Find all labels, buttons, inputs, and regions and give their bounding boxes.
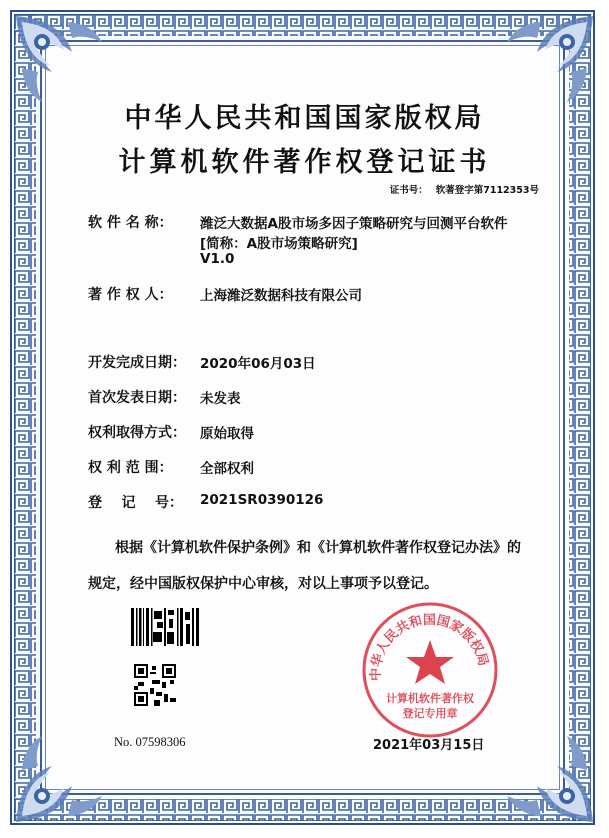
issuing-authority-title: 中华人民共和国国家版权局 [124, 103, 485, 134]
rights-scope-label: 权 利 范 围： [88, 460, 173, 476]
certificate-number-label: 证书号： [389, 185, 428, 196]
corner-ornament-icon [12, 730, 108, 826]
corner-ornament-icon [501, 12, 597, 108]
rights-scope-value: 全部权利 [200, 461, 254, 477]
software-version: V1.0 [200, 251, 235, 267]
acquisition-method-value: 原始取得 [200, 426, 254, 442]
copyright-owner-label: 著 作 权 人： [88, 287, 173, 303]
qr-code-icon [134, 664, 176, 706]
software-name-value: 潍泛大数据A股市场多因子策略研究与回测平台软件 [200, 216, 508, 232]
software-name-label: 软 件 名 称： [88, 215, 173, 231]
completion-date-value: 2020年06月03日 [200, 356, 316, 372]
registration-number-value: 2021SR0390126 [200, 492, 324, 508]
seal-line-2: 登记专用章 [402, 707, 458, 720]
barcode-icon [131, 608, 201, 646]
statement-line-1: 根据《计算机软件保护条例》和《计算机软件著作权登记办法》的 [115, 540, 521, 556]
registration-date: 2021年03月15日 [373, 738, 485, 753]
serial-number: No. 07598306 [114, 735, 186, 749]
copyright-owner-value: 上海潍泛数据科技有限公司 [200, 288, 362, 304]
acquisition-method-label: 权利取得方式： [88, 425, 186, 441]
seal-ring-text: 中华人民共和国国家版权局 [368, 612, 491, 681]
corner-ornament-icon [501, 730, 597, 826]
certificate-number [390, 182, 539, 196]
certificate-title: 计算机软件著作权登记证书 [118, 147, 491, 178]
software-short-name: [简称：A股市场策略研究] [200, 236, 358, 252]
registration-number-label: 登 记 号： [88, 495, 183, 511]
first-publication-value: 未发表 [200, 391, 241, 407]
first-publication-label: 首次发表日期： [88, 390, 186, 406]
corner-ornament-icon [12, 12, 108, 108]
official-seal-icon [360, 600, 500, 740]
certificate-number-value: 软著登字第7112353号 [435, 185, 539, 196]
completion-date-label: 开发完成日期： [88, 355, 186, 371]
seal-line-1: 计算机软件著作权 [386, 692, 474, 705]
statement-line-2: 规定，经中国版权保护中心审核，对以上事项予以登记。 [88, 576, 438, 592]
